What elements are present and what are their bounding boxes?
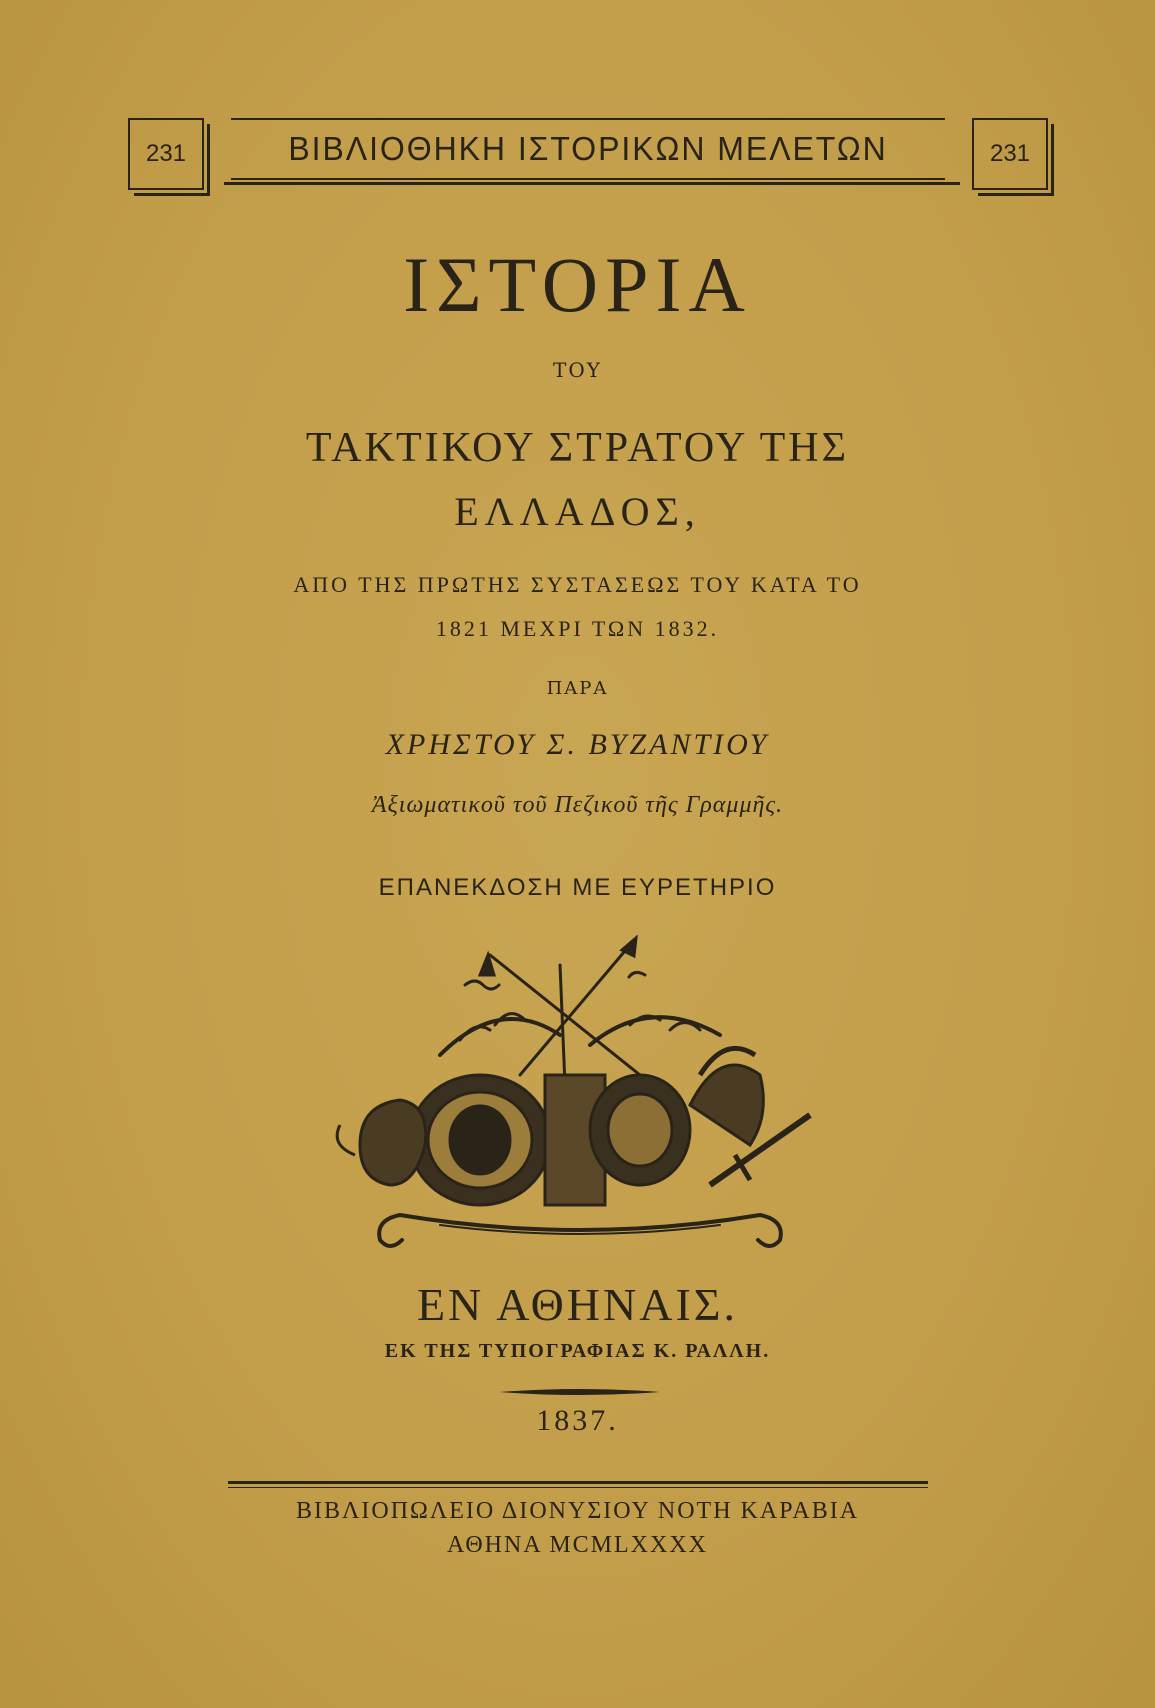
ornament-divider [500, 1388, 660, 1396]
series-title-rule [224, 182, 960, 185]
title-article: ΤΟΥ [553, 358, 602, 382]
trophy-vignette-image [330, 935, 830, 1255]
publisher-city-year: ΑΘΗΝΑ MCMLXXXX [446, 1532, 709, 1558]
series-title: ΒΙΒΛΙΟΘΗΚΗ ΙΣΤΟΡΙΚΩΝ ΜΕΛΕΤΩΝ [231, 118, 945, 180]
imprint-place: ΕΝ ΑΘΗΝΑΙΣ. [416, 1279, 739, 1330]
author-rank: Ἀξιωματικοῦ τοῦ Πεζικοῦ τῆς Γραμμῆς. [371, 792, 784, 818]
author-preposition: ΠΑΡΑ [546, 678, 609, 699]
series-number-left: 231 [128, 118, 204, 190]
subject-line-2: ΕΛΛΑΔΟΣ, [454, 489, 701, 534]
imprint-printer: ΕΚ ΤΗΣ ΤΥΠΟΓΡΑΦΙΑΣ Κ. ΡΑΛΛΗ. [384, 1340, 771, 1362]
main-title: ΙΣΤΟΡΙΑ [403, 241, 752, 328]
period-line-2: 1821 ΜΕΧΡΙ ΤΩΝ 1832. [435, 616, 720, 641]
period-line-1: ΑΠΟ ΤΗΣ ΠΡΩΤΗΣ ΣΥΣΤΑΣΕΩΣ ΤΟΥ ΚΑΤΑ ΤΟ [293, 572, 862, 597]
edition-note: ΕΠΑΝΕΚΔΟΣΗ ΜΕ ΕΥΡΕΤΗΡΙΟ [378, 874, 777, 901]
series-header [128, 118, 1048, 198]
subject-line-1: ΤΑΚΤΙΚΟΥ ΣΤΡΑΤΟΥ ΤΗΣ [305, 425, 850, 471]
footer-rule-thin [228, 1487, 928, 1488]
footer-rule [228, 1481, 928, 1484]
series-number-right: 231 [972, 118, 1048, 190]
publisher-name: ΒΙΒΛΙΟΠΩΛΕΙΟ ΔΙΟΝΥΣΙΟΥ ΝΟΤΗ ΚΑΡΑΒΙΑ [295, 1498, 860, 1524]
author-name: ΧΡΗΣΤΟΥ Σ. ΒΥΖΑΝΤΙΟΥ [385, 728, 770, 761]
imprint-year: 1837. [536, 1404, 619, 1437]
